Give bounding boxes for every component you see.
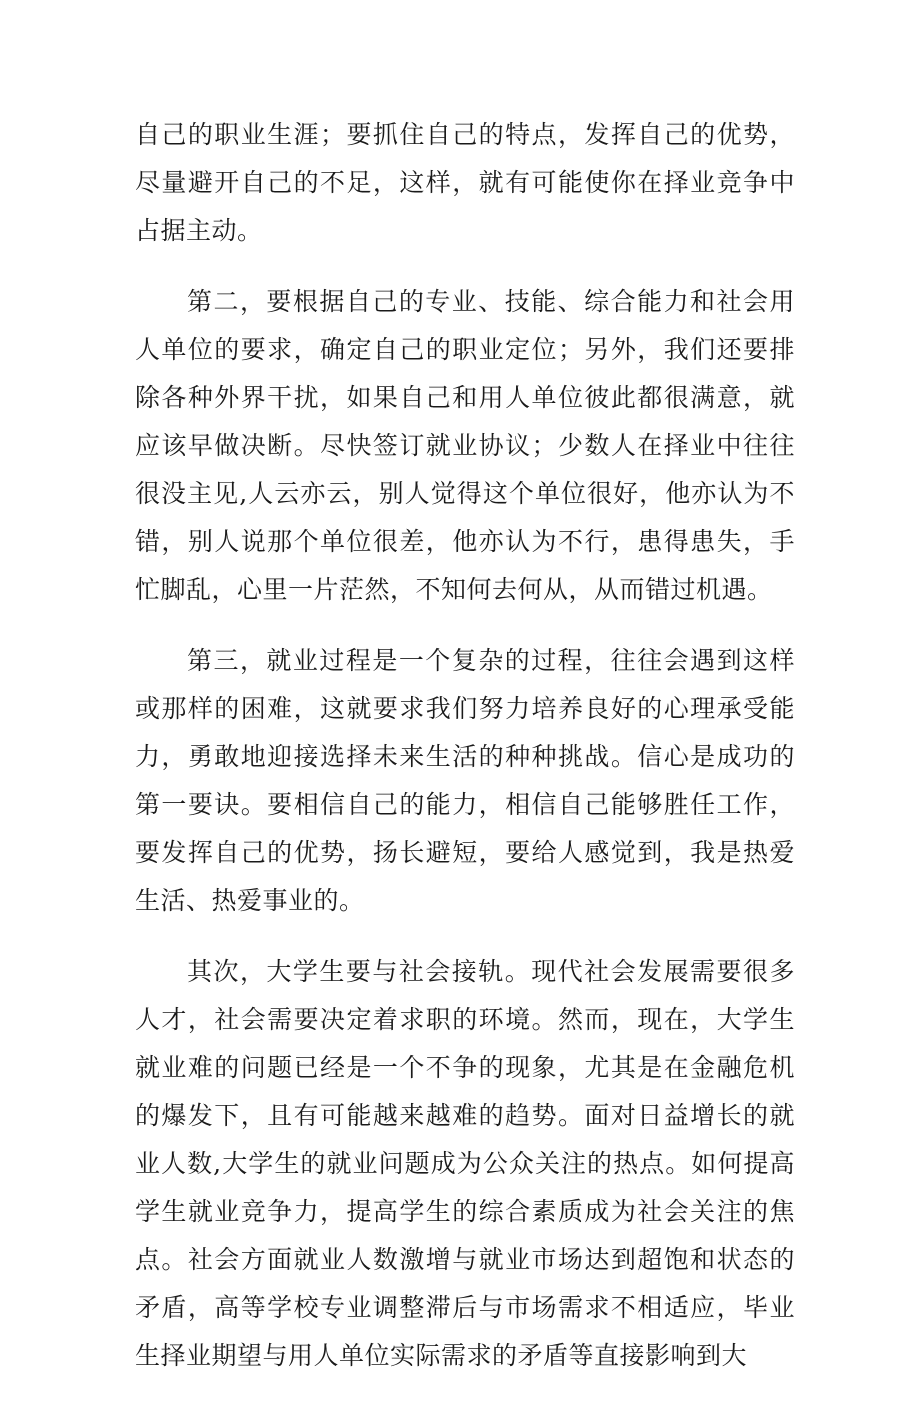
paragraph-second-point: 第二，要根据自己的专业、技能、综合能力和社会用人单位的要求，确定自己的职业定位；另外，我们还要排除各种外界干扰，如果自己和用人单位彼此都很满意，就应该早做决断。尽快签订就业协议；少数人在择业中往往很没主见,人云亦云，别人觉得这个单位很好，他亦认为不错，别人说那个单位很差，他亦认为不行，患得患失，手忙脚乱，心里一片茫然，不知何去何从，从而错过机遇。 xyxy=(135,287,795,604)
paragraph-social-integration: 其次，大学生要与社会接轨。现代社会发展需要很多人才，社会需要决定着求职的环境。然而，现在，大学生就业难的问题已经是一个不争的现象，尤其是在金融危机的爆发下，且有可能越来越难的趋势。面对日益增长的就业人数,大学生的就业问题成为公众关注的热点。如何提高学生就业竞争力，提高学生的综合素质成为社会关注的焦点。社会方面就业人数激增与就业市场达到超饱和状态的矛盾，高等学校专业调整滞后与市场需求不相适应，毕业生择业期望与用人单位实际需求的矛盾等直接影响到大 xyxy=(135,957,795,1370)
paragraph-continuation: 自己的职业生涯；要抓住自己的特点，发挥自己的优势，尽量避开自己的不足，这样，就有可能使你在择业竞争中占据主动。 xyxy=(135,120,795,245)
document-body xyxy=(135,111,795,1403)
paragraph-third-point: 第三，就业过程是一个复杂的过程，往往会遇到这样或那样的困难，这就要求我们努力培养良好的心理承受能力，勇敢地迎接选择未来生活的种种挑战。信心是成功的第一要诀。要相信自己的能力，相信自己能够胜任工作，要发挥自己的优势，扬长避短，要给人感觉到，我是热爱生活、热爱事业的。 xyxy=(135,646,795,915)
